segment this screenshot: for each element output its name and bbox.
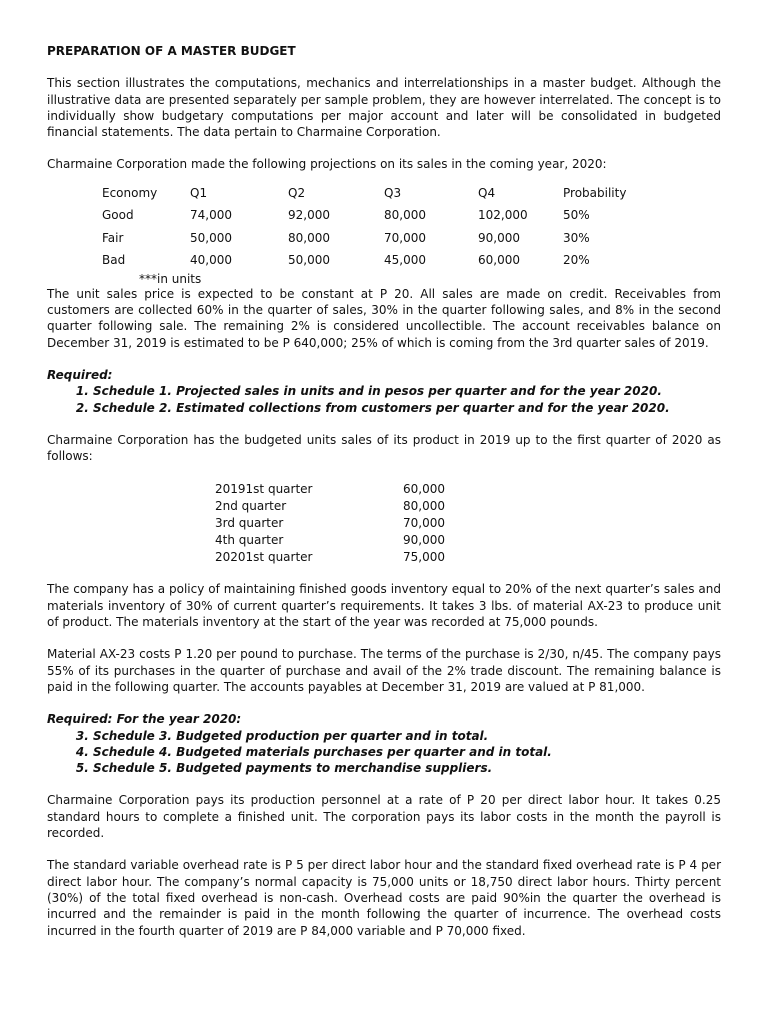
document-title: PREPARATION OF A MASTER BUDGET [47,44,296,58]
sales-terms-paragraph: The unit sales price is expected to be constant at P 20. All sales are made on credit. Receivables from customers are collected 60% in the quarter of sales, 30% in the quarter following sales, and 8% in the second quarter following sale. The remaining 2% is considered uncollectible. The account receivables balance on December 31, 2019 is estimated to be P 640,000; 25% of which is coming from the 3rd quarter sales of 2019. [47,286,721,350]
list-item: 5. Schedule 5. Budgeted payments to merchandise suppliers. [93,760,721,776]
quarter-name: 1st quarter [245,481,313,496]
units-value: 90,000 [403,532,445,547]
overhead-paragraph: The standard variable overhead rate is P 5 per direct labor hour and the standard fixed overhead rate is P 4 per direct labor hour. The company’s normal capacity is 75,000 units or 18,750 direct labor hours. Thirty percent (30%) of the total fixed overhead is non-cash. Overhead costs are paid 90%in the quarter the overhead is incurred and the remainder is paid in the month following the quarter of incurrence. The overhead costs incurred in the fourth quarter of 2019 are P 84,000 variable and P 70,000 fixed. [47,858,721,938]
table-cell: Fair [102,230,124,245]
table-row [215,548,445,565]
required-label: Required: [47,367,113,382]
table-cell: 70,000 [384,230,426,245]
list-item: 2. Schedule 2. Estimated collections from customers per quarter and for the year 2020. [93,400,721,416]
table-cell: 60,000 [478,253,520,268]
projections-intro: Charmaine Corporation made the following projections on its sales in the coming year, 2020: [47,157,607,172]
required-list [47,728,721,777]
table-row [102,204,626,227]
list-item: 3. Schedule 3. Budgeted production per quarter and in total. [93,728,721,744]
header-cell: Q1 [190,185,208,200]
table-cell: 30% [563,230,590,245]
inventory-policy-paragraph: The company has a policy of maintaining finished goods inventory equal to 20% of the next quarter’s sales and materials inventory of 30% of current quarter’s requirements. It takes 3 lbs. of material AX-23 to produce unit of product. The materials inventory at the start of the year was recorded at 75,000 pounds. [47,582,721,630]
document-page [47,43,721,939]
table-cell: 50,000 [288,253,330,268]
units-value: 70,000 [403,515,445,530]
intro-paragraph: This section illustrates the computations, mechanics and interrelationships in a master budget. Although the illustrative data are presented separately per sample problem, they are however interrelated. The concept is to individually show budgetary computations per major account and later will be consolidated in budgeted financial statements. The data pertain to Charmaine Corporation. [47,76,721,140]
table-row [102,227,626,250]
table-cell: 80,000 [384,208,426,223]
material-costs-paragraph: Material AX-23 costs P 1.20 per pound to purchase. The terms of the purchase is 2/30, n/45. The company pays 55% of its purchases in the quarter of purchase and avail of the 2% trade discount. The remaining balance is paid in the following quarter. The accounts payables at December 31, 2019 are valued at P 81,000. [47,647,721,694]
table-cell: 102,000 [478,208,528,223]
table-row [215,514,445,531]
table-cell: 90,000 [478,230,520,245]
header-cell: Q3 [384,185,402,200]
table-cell: 40,000 [190,253,232,268]
units-value: 60,000 [403,481,445,496]
table-cell: Bad [102,253,126,268]
header-cell: Economy [102,185,158,200]
table-cell: 80,000 [288,230,330,245]
quarter-label [215,514,403,531]
quarter-name: 4th quarter [215,532,284,547]
table-row [215,497,445,514]
table-cell: 74,000 [190,208,232,223]
year-label: 2020 [215,549,246,564]
units-value: 80,000 [403,498,445,513]
units-intro: Charmaine Corporation has the budgeted units sales of its product in 2019 up to the first quarter of 2020 as follows: [47,432,721,464]
year-label: 2019 [215,481,246,496]
units-note: ***in units [139,271,202,286]
quarter-label [215,480,403,497]
quarter-name: 1st quarter [245,549,313,564]
quarter-label [215,548,403,565]
quarter-name: 2nd quarter [215,498,287,513]
table-cell: Good [102,208,134,223]
table-cell: 50% [563,208,590,223]
list-item: 4. Schedule 4. Budgeted materials purchases per quarter and in total. [93,744,721,760]
header-cell: Q2 [288,185,306,200]
table-row [215,480,445,497]
table-row [215,531,445,548]
quarter-label [215,531,403,548]
units-value: 75,000 [403,549,445,564]
table-cell: 92,000 [288,208,330,223]
table-cell: 20% [563,253,590,268]
budgeted-units-table [215,480,445,565]
table-header-row [102,182,626,205]
table-cell: 45,000 [384,253,426,268]
header-cell: Probability [563,185,627,200]
required-list [47,383,721,416]
header-cell: Q4 [478,185,496,200]
quarter-name: 3rd quarter [215,515,284,530]
sales-projection-table [102,182,626,272]
table-row [102,249,626,272]
required-label: Required: For the year 2020: [47,712,242,727]
table-cell: 50,000 [190,230,232,245]
labor-paragraph: Charmaine Corporation pays its production personnel at a rate of P 20 per direct labor hour. It takes 0.25 standard hours to complete a finished unit. The corporation pays its labor costs in the month the payroll is recorded. [47,793,721,841]
list-item: 1. Schedule 1. Projected sales in units and in pesos per quarter and for the year 2020. [93,383,721,399]
quarter-label [215,497,403,514]
